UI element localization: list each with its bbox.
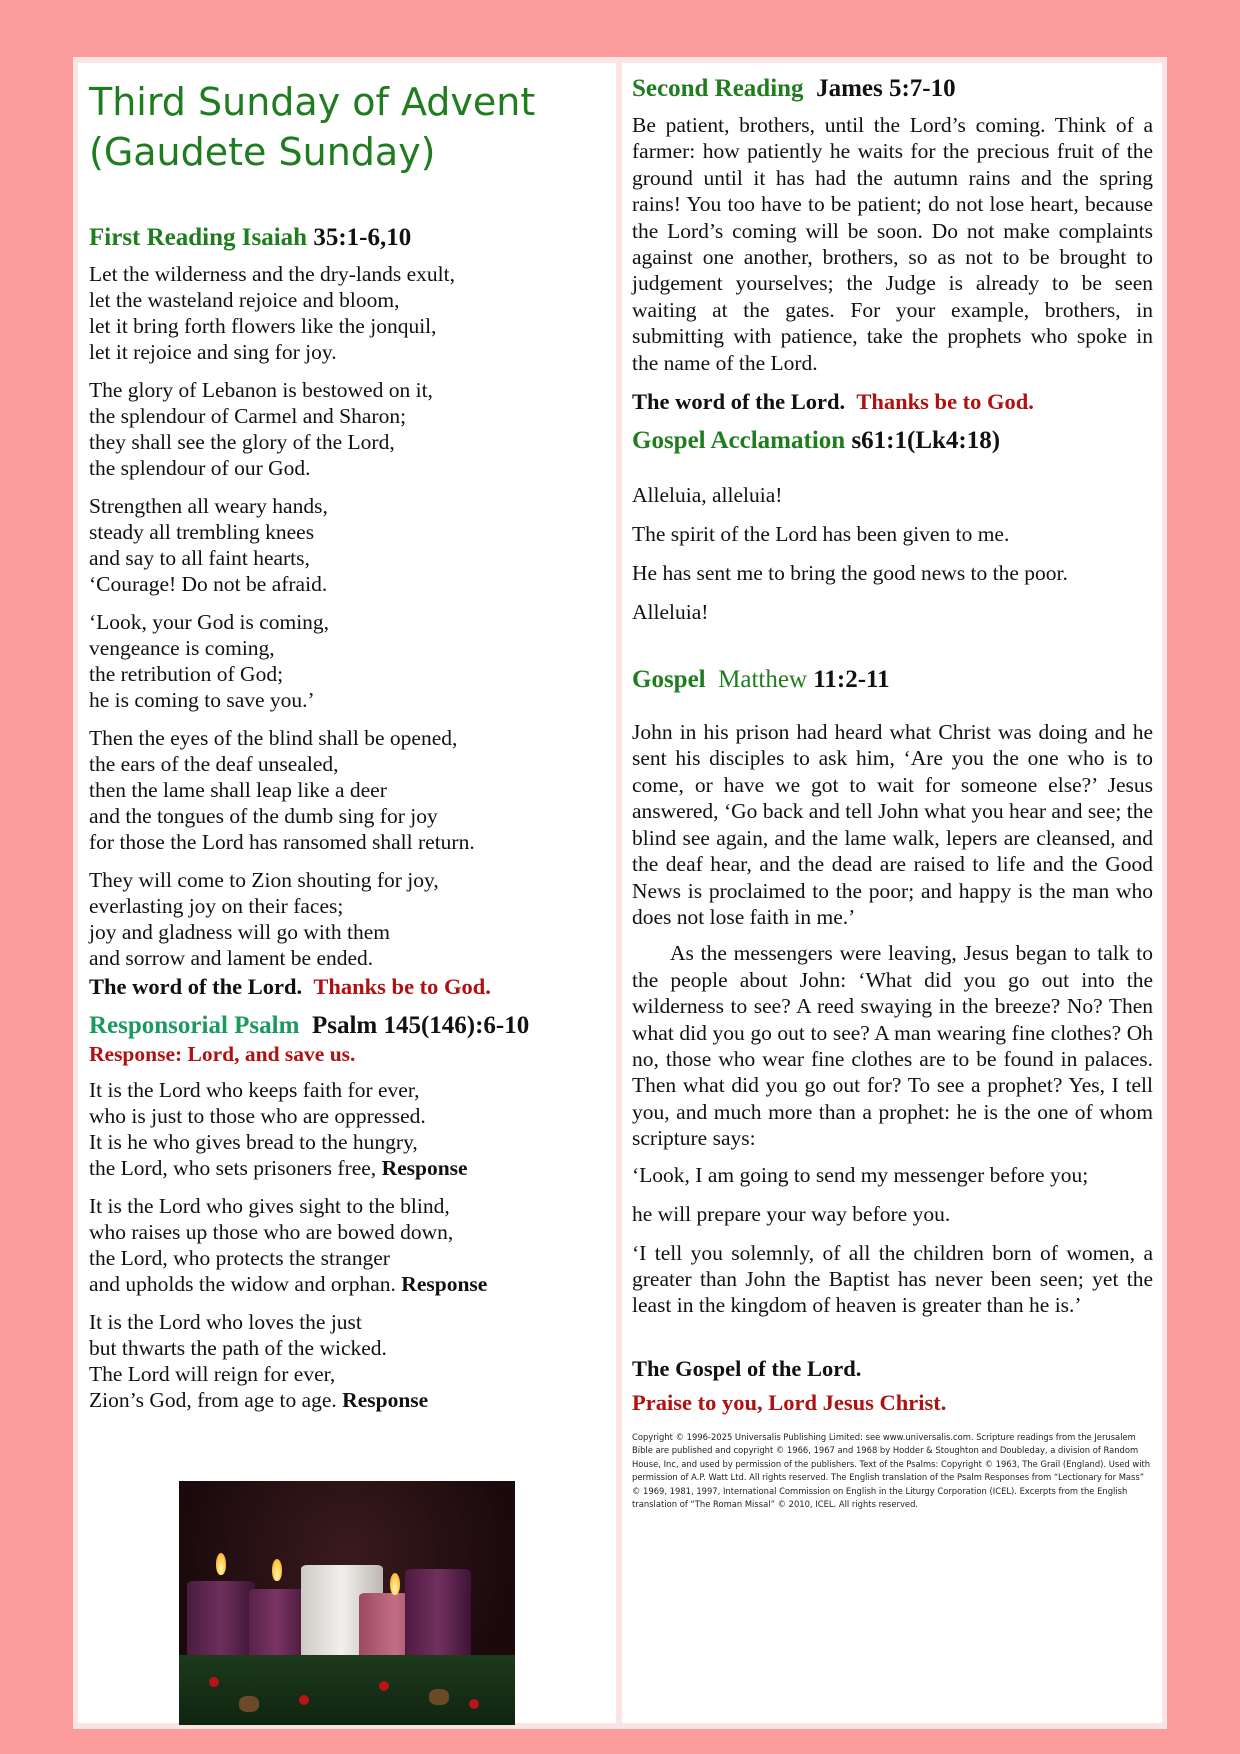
verse-line: Zion’s God, from age to age. bbox=[89, 1388, 337, 1412]
verse-line: joy and gladness will go with them bbox=[89, 920, 390, 944]
verse-line: vengeance is coming, bbox=[89, 636, 275, 660]
title-line-1: Third Sunday of Advent bbox=[89, 80, 536, 124]
acclamation-line: Alleluia! bbox=[632, 600, 709, 625]
verse-line: everlasting joy on their faces; bbox=[89, 894, 344, 918]
page-frame bbox=[73, 57, 1167, 1729]
acclamation-line: The spirit of the Lord has been given to me. bbox=[632, 522, 1010, 547]
acclamation-line: He has sent me to bring the good news to the poor. bbox=[632, 561, 1068, 586]
gospel-paragraph-2: As the messengers were leaving, Jesus began to talk to the people about John: ‘What did you go out into the wilderness to see? A reed swaying in the breeze? No? Then what did you go out to see? A man wearing fine clothes? Oh no, those who wear fine clothes are to be found in palaces. Then what did you go out for? To see a prophet? Yes, I tell you, and much more than a prophet: he is the one of whom scripture says: bbox=[632, 941, 1153, 1151]
second-reading-heading bbox=[632, 74, 1153, 104]
verse-line bbox=[89, 1155, 606, 1181]
verse-line: ‘Look, your God is coming, bbox=[89, 610, 330, 634]
first-reading-closing bbox=[89, 973, 606, 1001]
second-reading-label: Second Reading bbox=[632, 75, 804, 102]
gospel-closing: The Gospel of the Lord. bbox=[632, 1355, 862, 1381]
response-tag: Response bbox=[401, 1272, 488, 1296]
psalm-label: Responsorial Psalm bbox=[89, 1012, 300, 1039]
verse-line: the splendour of Carmel and Sharon; bbox=[89, 404, 407, 428]
thanks-be-to-god: Thanks be to God. bbox=[313, 974, 491, 999]
verse-line: who raises up those who are bowed down, bbox=[89, 1220, 454, 1244]
word-of-lord: The word of the Lord. bbox=[632, 389, 846, 415]
gospel-heading bbox=[632, 665, 1153, 695]
gospel-evangelist: Matthew bbox=[718, 666, 807, 694]
gospel-label: Gospel bbox=[632, 666, 706, 694]
thanks-be-to-god: Thanks be to God. bbox=[856, 389, 1034, 415]
gospel-paragraph-3: ‘I tell you solemnly, of all the children born of women, a greater than John the Baptist has never been seen; yet the least in the kingdom of heaven is greater than he is.’ bbox=[632, 1240, 1153, 1318]
gospel-ref: 11:2-11 bbox=[813, 666, 890, 694]
verse-line: and the tongues of the dumb sing for joy bbox=[89, 804, 438, 828]
verse-line: let it rejoice and sing for joy. bbox=[89, 340, 337, 364]
response-tag: Response bbox=[342, 1388, 429, 1412]
verse-line: Then the eyes of the blind shall be opened, bbox=[89, 726, 458, 750]
psalm-heading bbox=[89, 1011, 606, 1041]
gospel-quote-1: ‘Look, I am going to send my messenger before you; bbox=[632, 1162, 1089, 1187]
verse-line: The glory of Lebanon is bestowed on it, bbox=[89, 378, 433, 402]
first-reading-stanza bbox=[89, 609, 606, 713]
verse-line: and say to all faint hearts, bbox=[89, 546, 310, 570]
verse-line: and sorrow and lament be ended. bbox=[89, 946, 374, 970]
verse-line: It is the Lord who gives sight to the blind, bbox=[89, 1194, 450, 1218]
acclamation-label: Gospel Acclamation bbox=[632, 427, 846, 455]
psalm-stanza bbox=[89, 1193, 606, 1297]
gospel-quote-2: he will prepare your way before you. bbox=[632, 1201, 951, 1226]
first-reading-stanza bbox=[89, 493, 606, 597]
first-reading-label: First Reading Isaiah bbox=[89, 224, 308, 251]
verse-line: the retribution of God; bbox=[89, 662, 284, 686]
first-reading-ref: 35:1-6,10 bbox=[313, 224, 412, 251]
acclamation-ref: s61:1(Lk4:18) bbox=[851, 427, 1001, 455]
left-column bbox=[78, 63, 616, 1723]
verse-line: It is he who gives bread to the hungry, bbox=[89, 1130, 418, 1154]
verse-line: who is just to those who are oppressed. bbox=[89, 1104, 426, 1128]
verse-line bbox=[89, 1271, 606, 1297]
verse-line: Let the wilderness and the dry-lands exult, bbox=[89, 262, 455, 286]
second-reading-text: Be patient, brothers, until the Lord’s coming. Think of a farmer: how patiently he waits for the precious fruit of the ground until it has had the autumn rains and the spring rains! You too have to be patient; do not lose heart, because the Lord’s coming will be soon. Do not make complaints against one another, brothers, so as not to be brought to judgement yourselves; the Judge is already to be seen waiting at the gates. For your example, brothers, in submitting with patience, take the prophets who spoke in the name of the Lord. bbox=[632, 113, 1153, 375]
word-of-lord: The word of the Lord. bbox=[89, 974, 303, 999]
verse-line: It is the Lord who keeps faith for ever, bbox=[89, 1078, 420, 1102]
psalm-ref: Psalm 145(146):6-10 bbox=[311, 1012, 530, 1039]
verse-line: let the wasteland rejoice and bloom, bbox=[89, 288, 400, 312]
verse-line: then the lame shall leap like a deer bbox=[89, 778, 387, 802]
verse-line: the Lord, who sets prisoners free, bbox=[89, 1156, 377, 1180]
acclamation-heading bbox=[632, 426, 1153, 456]
verse-line: the splendour of our God. bbox=[89, 456, 311, 480]
copyright-notice: Copyright © 1996-2025 Universalis Publishing Limited: see www.universalis.com. Scripture readings from the Jerusalem Bible are published and copyright © 1966, 1967 and 1968 by Hodder & Stoughton and Doubleday, a division of Random House, Inc, and used by permission of the publishers. Text of the Psalms: Copyright © 1963, The Grail (England). Used with permission of A.P. Watt Ltd. All rights reserved. The English translation of the Psalm Responses from “Lectionary for Mass” © 1969, 1981, 1997, International Commission on English in the Liturgy Corporation (ICEL). Excerpts from the English translation of “The Roman Missal” © 2010, ICEL. All rights reserved. bbox=[632, 1431, 1151, 1510]
psalm-text bbox=[89, 1077, 606, 1413]
verse-line: It is the Lord who loves the just bbox=[89, 1310, 362, 1334]
verse-line: let it bring forth flowers like the jonquil, bbox=[89, 314, 437, 338]
verse-line: the Lord, who protects the stranger bbox=[89, 1246, 390, 1270]
acclamation-line: Alleluia, alleluia! bbox=[632, 483, 783, 508]
page-title bbox=[89, 77, 606, 177]
verse-line: he is coming to save you.’ bbox=[89, 688, 315, 712]
psalm-stanza bbox=[89, 1309, 606, 1413]
verse-line: the ears of the deaf unsealed, bbox=[89, 752, 339, 776]
verse-line: but thwarts the path of the wicked. bbox=[89, 1336, 387, 1360]
verse-line: steady all trembling knees bbox=[89, 520, 315, 544]
verse-line: and upholds the widow and orphan. bbox=[89, 1272, 396, 1296]
title-line-2: (Gaudete Sunday) bbox=[89, 130, 436, 174]
first-reading-heading bbox=[89, 223, 606, 253]
first-reading-stanza bbox=[89, 867, 606, 971]
gospel-reply: Praise to you, Lord Jesus Christ. bbox=[632, 1389, 947, 1415]
gospel-paragraph-1: John in his prison had heard what Christ was doing and he sent his disciples to ask him, ‘Are you the one who is to come, or have we got to wait for someone else?’ Jesus answered, ‘Go back and tell John what you hear and see; the blind see again, and the lame walk, lepers are cleansed, and the deaf hear, and the dead are raised to life and the Good News is proclaimed to the poor; and happy is the man who does not lose faith in me.’ bbox=[632, 720, 1153, 929]
first-reading-text bbox=[89, 261, 606, 971]
psalm-response: Response: Lord, and save us. bbox=[89, 1042, 356, 1066]
verse-line: ‘Courage! Do not be afraid. bbox=[89, 572, 328, 596]
verse-line bbox=[89, 1387, 606, 1413]
verse-line: they shall see the glory of the Lord, bbox=[89, 430, 395, 454]
first-reading-stanza bbox=[89, 377, 606, 481]
verse-line: for those the Lord has ransomed shall return. bbox=[89, 830, 475, 854]
response-tag: Response bbox=[381, 1156, 468, 1180]
verse-line: The Lord will reign for ever, bbox=[89, 1362, 336, 1386]
second-reading-ref: James 5:7-10 bbox=[816, 75, 956, 102]
verse-line: Strengthen all weary hands, bbox=[89, 494, 328, 518]
psalm-stanza bbox=[89, 1077, 606, 1181]
first-reading-stanza bbox=[89, 261, 606, 365]
second-reading-closing bbox=[632, 388, 1153, 416]
right-column bbox=[622, 63, 1162, 1723]
first-reading-stanza bbox=[89, 725, 606, 855]
advent-candles-image bbox=[179, 1481, 515, 1725]
verse-line: They will come to Zion shouting for joy, bbox=[89, 868, 439, 892]
